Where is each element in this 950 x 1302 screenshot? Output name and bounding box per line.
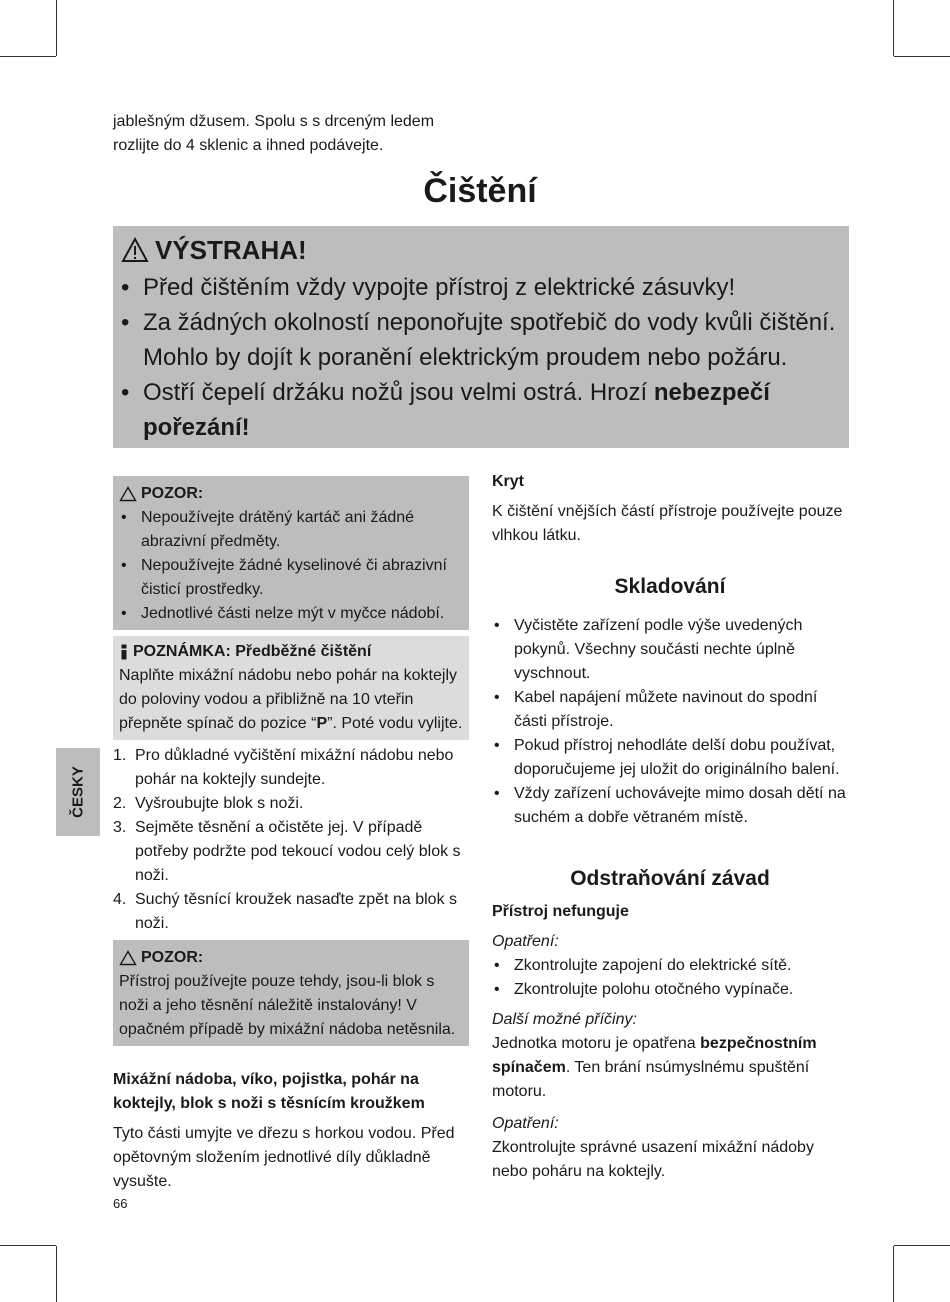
intro-line: rozlijte do 4 sklenic a ihned podávejte.	[113, 137, 384, 154]
storage-item: • Vyčistěte zařízení podle výše uvedených pokynů. Všechny součásti nechte úplně vyschnout.	[492, 614, 848, 686]
troubleshoot-heading: Odstraňování závad	[570, 867, 770, 890]
caution-list	[119, 506, 463, 626]
crop-mark	[893, 0, 894, 56]
caution-text: Přístroj používejte pouze tehdy, jsou-li blok s noži a jeho těsnění náležitě instalovány! V opačném případě by mixážní nádoba netěsnila.	[119, 973, 456, 1038]
intro-line: jablešným džusem. Spolu s s drceným ledem	[113, 113, 435, 130]
step-item	[113, 888, 469, 936]
step-text: Pro důkladné vyčištění mixážní nádobu nebo pohár na koktejly sundejte.	[135, 747, 454, 788]
info-icon	[119, 644, 129, 660]
intro-text	[113, 110, 473, 158]
warning-item: • Před čištěním vždy vypojte přístroj z elektrické zásuvky!	[121, 270, 841, 305]
caution-item: • Nepoužívejte žádné kyselinové či abrazivní čisticí prostředky.	[119, 554, 463, 602]
crop-mark	[894, 56, 950, 57]
warning-item-text: Ostří čepelí držáku nožů jsou velmi ostrá. Hrozí	[143, 379, 654, 406]
step-text: Suchý těsnící kroužek nasaďte zpět na blok s noži.	[135, 891, 458, 932]
step-number: 3.	[113, 819, 127, 836]
note-text-part: Naplňte mixážní nádobu nebo pohár na koktejly do poloviny vodou a přibližně na 10 vteřin přepněte spínač do pozice “	[119, 667, 457, 732]
page-number: 66	[113, 1196, 128, 1211]
caution-triangle-icon	[119, 950, 137, 966]
crop-mark	[56, 1246, 57, 1302]
measures2-label: Opatření:	[492, 1115, 559, 1132]
warning-title	[121, 230, 841, 270]
note-text	[119, 664, 463, 736]
parts-text: Tyto části umyjte ve dřezu s horkou vodou. Před opětovným složením jednotlivé díly důkladně vysušte.	[113, 1125, 455, 1190]
warning-item	[121, 375, 841, 445]
step-number: 2.	[113, 795, 127, 812]
measures-label: Opatření:	[492, 933, 559, 950]
note-title-text: POZNÁMKA: Předběžné čištění	[133, 643, 372, 660]
other-causes-part: Jednotka motoru je opatřena	[492, 1035, 701, 1052]
storage-item: • Kabel napájení můžete navinout do spodní části přístroje.	[492, 686, 848, 734]
troubleshoot-subheading: Přístroj nefunguje	[492, 903, 629, 920]
crop-mark	[893, 1246, 894, 1302]
kryt-heading: Kryt	[492, 473, 525, 490]
storage-item: • Vždy zařízení uchovávejte mimo dosah dětí na suchém a dobře větraném místě.	[492, 782, 848, 830]
crop-mark	[894, 1245, 950, 1246]
note-text-bold: P	[316, 715, 328, 732]
caution-title	[119, 482, 463, 506]
caution-title	[119, 946, 463, 970]
crop-mark	[0, 1245, 56, 1246]
step-number: 4.	[113, 891, 127, 908]
crop-mark	[0, 56, 56, 57]
caution-item: • Jednotlivé části nelze mýt v myčce nádobí.	[119, 602, 463, 626]
step-number: 1.	[113, 747, 127, 764]
language-tab-label: ČESKY	[69, 766, 87, 818]
caution-triangle-icon	[119, 486, 137, 502]
note-box	[113, 636, 469, 740]
warning-list	[121, 270, 841, 445]
other-causes-part: . Ten brání nsúmyslnému spuštění motoru.	[492, 1059, 810, 1100]
step-text: Vyšroubujte blok s noži.	[135, 795, 304, 812]
crop-mark	[56, 0, 57, 56]
parts-heading: Mixážní nádoba, víko, pojistka, pohár na koktejly, blok s noži s těsnícím kroužkem	[113, 1071, 425, 1112]
measure-item: • Zkontrolujte zapojení do elektrické sítě.	[492, 954, 848, 978]
warning-triangle-icon	[121, 237, 149, 263]
warning-box	[113, 226, 849, 448]
measure-item: • Zkontrolujte polohu otočného vypínače.	[492, 978, 848, 1002]
step-item	[113, 792, 469, 816]
right-column	[492, 470, 848, 1184]
note-text-part: ”. Poté vodu vylijte.	[327, 715, 463, 732]
step-item	[113, 816, 469, 888]
caution-title-text: POZOR:	[141, 485, 204, 502]
measures2-text: Zkontrolujte správné usazení mixážní nádoby nebo poháru na koktejly.	[492, 1139, 814, 1180]
other-causes-text	[492, 1032, 848, 1104]
warning-item-bold: nebezpečí pořezání!	[143, 379, 770, 441]
warning-title-text: VÝSTRAHA!	[155, 235, 307, 265]
storage-list	[492, 614, 848, 830]
other-causes-label: Další možné příčiny:	[492, 1011, 637, 1028]
left-column	[113, 476, 469, 1194]
cleaning-steps	[113, 744, 469, 936]
other-causes-bold: bezpečnostním spínačem	[492, 1035, 817, 1076]
caution-item: • Nepoužívejte drátěný kartáč ani žádné abrazivní předměty.	[119, 506, 463, 554]
step-text: Sejměte těsnění a očistěte jej. V případě potřeby podržte pod tekoucí vodou celý blok s noži.	[135, 819, 461, 884]
language-tab	[56, 748, 100, 836]
measures-list	[492, 954, 848, 1002]
storage-heading: Skladování	[614, 575, 726, 598]
storage-item: • Pokud přístroj nehodláte delší dobu používat, doporučujeme jej uložit do originálního balení.	[492, 734, 848, 782]
kryt-text: K čištění vnějších částí přístroje používejte pouze vlhkou látku.	[492, 503, 843, 544]
page-title: Čištění	[423, 172, 537, 210]
warning-item: • Za žádných okolností neponořujte spotřebič do vody kvůli čištění. Mohlo by dojít k poranění elektrickým proudem nebo požáru.	[121, 305, 841, 375]
caution-title-text: POZOR:	[141, 949, 204, 966]
caution-box	[113, 940, 469, 1046]
step-item	[113, 744, 469, 792]
caution-box	[113, 476, 469, 630]
note-title	[119, 640, 463, 664]
